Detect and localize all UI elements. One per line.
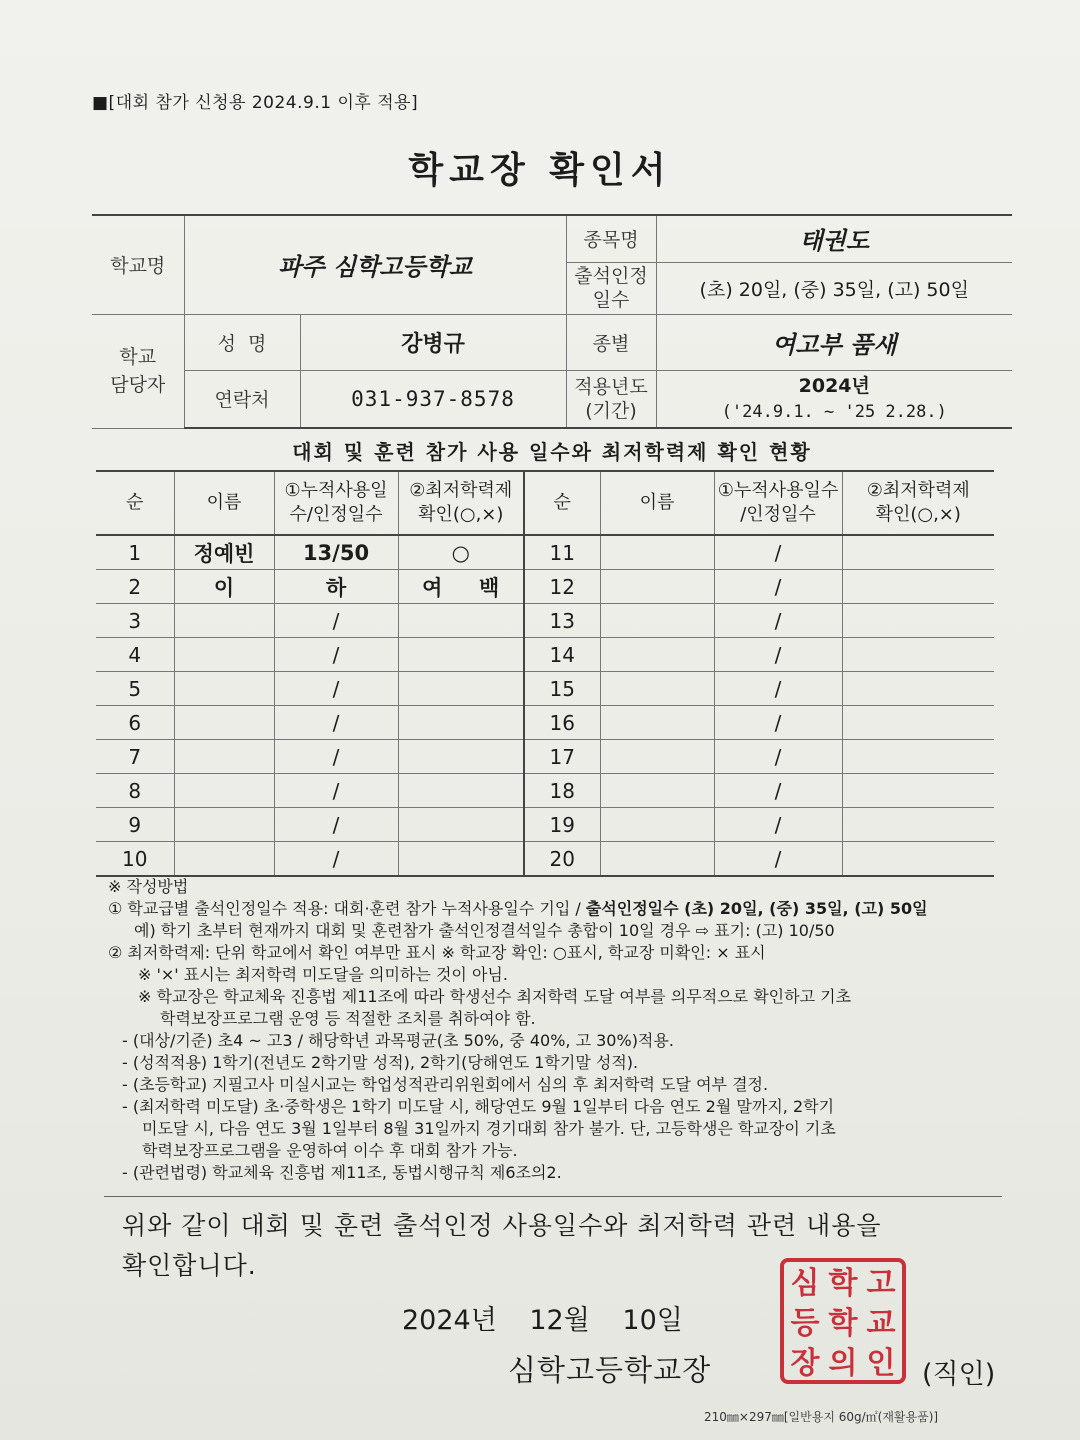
year-label: 적용년도 (기간): [566, 370, 656, 428]
note-2-b2: 학력보장프로그램 운영 등 적절한 조치를 취하여야 함.: [160, 1009, 536, 1028]
header-name: 이름: [174, 471, 274, 535]
note-1: [108, 898, 1008, 920]
row-check: [398, 638, 524, 672]
sport-value: 태권도: [656, 215, 1012, 262]
row-name-right: [600, 842, 714, 877]
row-no: 7: [96, 740, 174, 774]
manager-label: 학교 담당자: [92, 314, 184, 428]
row-no-right: 17: [524, 740, 600, 774]
note-1-bold: 출석인정일수 (초) 20일, (중) 35일, (고) 50일: [585, 899, 928, 918]
seal-char: 교: [866, 1306, 896, 1341]
row-days-right: /: [714, 808, 842, 842]
row-check: [398, 740, 524, 774]
sport-label: 종목명: [566, 215, 656, 262]
detail-4: - (최저학력 미도달) 초·중학생은 1학기 미도달 시, 해당연도 9월 1일부터 다음 연도 2월 말까지, 2학기: [122, 1097, 835, 1116]
row-check-right: [842, 774, 994, 808]
school-value: 파주 심학고등학교: [184, 215, 566, 314]
row-name: [174, 740, 274, 774]
period-value: ('24.9.1. ~ '25 2.28.): [721, 401, 947, 422]
note-2-a: ※ '×' 표시는 최저학력 미도달을 의미하는 것이 아님.: [138, 965, 508, 984]
participation-table: [96, 470, 994, 877]
row-check-right: [842, 740, 994, 774]
row-days: /: [274, 740, 398, 774]
row-days: 13/50: [274, 535, 398, 570]
row-days-right: /: [714, 570, 842, 604]
row-name: [174, 706, 274, 740]
table-row: [96, 672, 994, 706]
row-name: [174, 604, 274, 638]
row-no-right: 12: [524, 570, 600, 604]
row-no-right: 14: [524, 638, 600, 672]
table-row: [96, 774, 994, 808]
row-days-right: /: [714, 740, 842, 774]
seal-char: 장: [790, 1346, 820, 1381]
row-check: [398, 808, 524, 842]
detail-5: - (관련법령) 학교체육 진흥법 제11조, 동법시행규칙 제6조의2.: [122, 1163, 562, 1182]
notes-heading: ※ 작성방법: [108, 877, 189, 896]
header-days-2: ①누적사용일수 /인정일수: [714, 471, 842, 535]
document-date: 2024년 12월 10일: [402, 1305, 683, 1336]
stamp-label: (직인): [922, 1359, 996, 1390]
confirmation-line-2: 확인합니다.: [122, 1251, 257, 1280]
divider: [104, 1196, 1002, 1197]
seal-char: 등: [790, 1306, 820, 1341]
contact-label: 연락처: [184, 370, 300, 428]
table-row: [96, 535, 994, 570]
category-label: 종별: [566, 314, 656, 370]
row-days: /: [274, 672, 398, 706]
detail-4b: 미도달 시, 다음 연도 3월 1일부터 8월 31일까지 경기대회 참가 불가. 단, 고등학생은 학교장이 기초: [142, 1119, 836, 1138]
table-row: [96, 842, 994, 877]
seal-char: 학: [828, 1306, 858, 1341]
row-days: /: [274, 604, 398, 638]
row-days: /: [274, 808, 398, 842]
row-check-right: [842, 672, 994, 706]
row-days: 하: [274, 570, 398, 604]
row-name-right: [600, 570, 714, 604]
seal-char: 인: [866, 1346, 896, 1381]
seal-char: 의: [828, 1346, 858, 1381]
row-name: 이: [174, 570, 274, 604]
principal-signature: 심학고등학교장: [508, 1353, 712, 1387]
table-row: [96, 706, 994, 740]
row-no-right: 19: [524, 808, 600, 842]
header-check: ②최저학력제 확인(○,×): [398, 471, 524, 535]
header-note: ■[대회 참가 신청용 2024.9.1 이후 적용]: [92, 93, 419, 113]
row-name: [174, 774, 274, 808]
row-days-right: /: [714, 638, 842, 672]
table-row: [96, 808, 994, 842]
note-1-text: ① 학교급별 출석인정일수 적용: 대회·훈련 참가 누적사용일수 기입 /: [108, 899, 586, 918]
table-row: [96, 638, 994, 672]
category-value: 여고부 품새: [656, 314, 1012, 370]
contact-value: 031-937-8578: [300, 370, 566, 428]
row-no: 10: [96, 842, 174, 877]
official-seal: [780, 1258, 906, 1384]
detail-1: - (대상/기준) 초4 ~ 고3 / 해당학년 과목평균(초 50%, 중 40%, 고 30%)적용.: [122, 1031, 674, 1050]
row-no: 4: [96, 638, 174, 672]
row-name-right: [600, 535, 714, 570]
row-days: /: [274, 774, 398, 808]
row-days: /: [274, 706, 398, 740]
row-days-right: /: [714, 706, 842, 740]
row-check-right: [842, 842, 994, 877]
attendance-label: 출석인정 일수: [566, 262, 656, 314]
writing-notes: [108, 876, 1008, 1184]
school-label: 학교명: [92, 215, 184, 314]
note-2-b: ※ 학교장은 학교체육 진흥법 제11조에 따라 학생선수 최저학력 도달 여부를 의무적으로 확인하고 기초: [138, 987, 852, 1006]
row-name: 정예빈: [174, 535, 274, 570]
note-1-example: 예) 학기 초부터 현재까지 대회 및 훈련참가 출석인정결석일수 총합이 10일 경우 ⇨ 표기: (고) 10/50: [134, 921, 835, 940]
header-check-2: ②최저학력제 확인(○,×): [842, 471, 994, 535]
note-2: ② 최저학력제: 단위 학교에서 확인 여부만 표시 ※ 학교장 확인: ○표시, 학교장 미확인: × 표시: [108, 943, 766, 962]
row-no-right: 11: [524, 535, 600, 570]
header-name-2: 이름: [600, 471, 714, 535]
detail-4c: 학력보장프로그램을 운영하여 이수 후 대회 참가 가능.: [142, 1141, 518, 1160]
name-value: 강병규: [300, 314, 566, 370]
row-no: 6: [96, 706, 174, 740]
row-name-right: [600, 638, 714, 672]
row-no: 8: [96, 774, 174, 808]
row-check-right: [842, 706, 994, 740]
row-name-right: [600, 808, 714, 842]
row-no-right: 15: [524, 672, 600, 706]
page-title: 학교장 확인서: [408, 150, 672, 191]
table-row: [96, 740, 994, 774]
row-name-right: [600, 672, 714, 706]
row-check-right: [842, 808, 994, 842]
table-row: [96, 604, 994, 638]
year-cell: [656, 370, 1012, 428]
row-name-right: [600, 706, 714, 740]
school-info-table: [92, 214, 1012, 429]
row-name-right: [600, 604, 714, 638]
seal-char: 학: [828, 1266, 858, 1301]
row-no-right: 18: [524, 774, 600, 808]
row-check: ○: [398, 535, 524, 570]
row-no-right: 20: [524, 842, 600, 877]
row-no: 5: [96, 672, 174, 706]
row-check: [398, 774, 524, 808]
year-value: 2024년: [798, 374, 870, 397]
row-days-right: /: [714, 604, 842, 638]
paper-spec-footer: 210㎜×297㎜[일반용지 60g/㎡(재활용품)]: [704, 1410, 939, 1424]
header-no: 순: [96, 471, 174, 535]
detail-3: - (초등학교) 지필고사 미실시교는 학업성적관리위원회에서 심의 후 최저학력 도달 여부 결정.: [122, 1075, 769, 1094]
row-check-right: [842, 604, 994, 638]
row-name-right: [600, 774, 714, 808]
row-check: [398, 842, 524, 877]
row-days: /: [274, 842, 398, 877]
row-days-right: /: [714, 774, 842, 808]
row-check: [398, 706, 524, 740]
row-name: [174, 672, 274, 706]
row-check-right: [842, 570, 994, 604]
row-check: [398, 604, 524, 638]
row-name-right: [600, 740, 714, 774]
attendance-value: (초) 20일, (중) 35일, (고) 50일: [656, 262, 1012, 314]
row-days-right: /: [714, 842, 842, 877]
list-subtitle: 대회 및 훈련 참가 사용 일수와 최저학력제 확인 현황: [292, 440, 812, 464]
row-days: /: [274, 638, 398, 672]
detail-2: - (성적적용) 1학기(전년도 2학기말 성적), 2학기(당해연도 1학기말 성적).: [122, 1053, 639, 1072]
row-check-right: [842, 638, 994, 672]
confirmation-line-1: 위와 같이 대회 및 훈련 출석인정 사용일수와 최저학력 관련 내용을: [122, 1211, 882, 1240]
name-label: 성 명: [184, 314, 300, 370]
row-no: 1: [96, 535, 174, 570]
row-name: [174, 842, 274, 877]
row-no-right: 16: [524, 706, 600, 740]
row-days-right: /: [714, 535, 842, 570]
row-name: [174, 808, 274, 842]
seal-char: 고: [866, 1266, 896, 1301]
row-no-right: 13: [524, 604, 600, 638]
row-no: 9: [96, 808, 174, 842]
row-days-right: /: [714, 672, 842, 706]
row-no: 2: [96, 570, 174, 604]
row-no: 3: [96, 604, 174, 638]
row-check: [398, 672, 524, 706]
header-days: ①누적사용일 수/인정일수: [274, 471, 398, 535]
row-check: 여 백: [398, 570, 524, 604]
table-row: [96, 570, 994, 604]
header-no-2: 순: [524, 471, 600, 535]
row-check-right: [842, 535, 994, 570]
seal-char: 심: [790, 1266, 820, 1301]
row-name: [174, 638, 274, 672]
